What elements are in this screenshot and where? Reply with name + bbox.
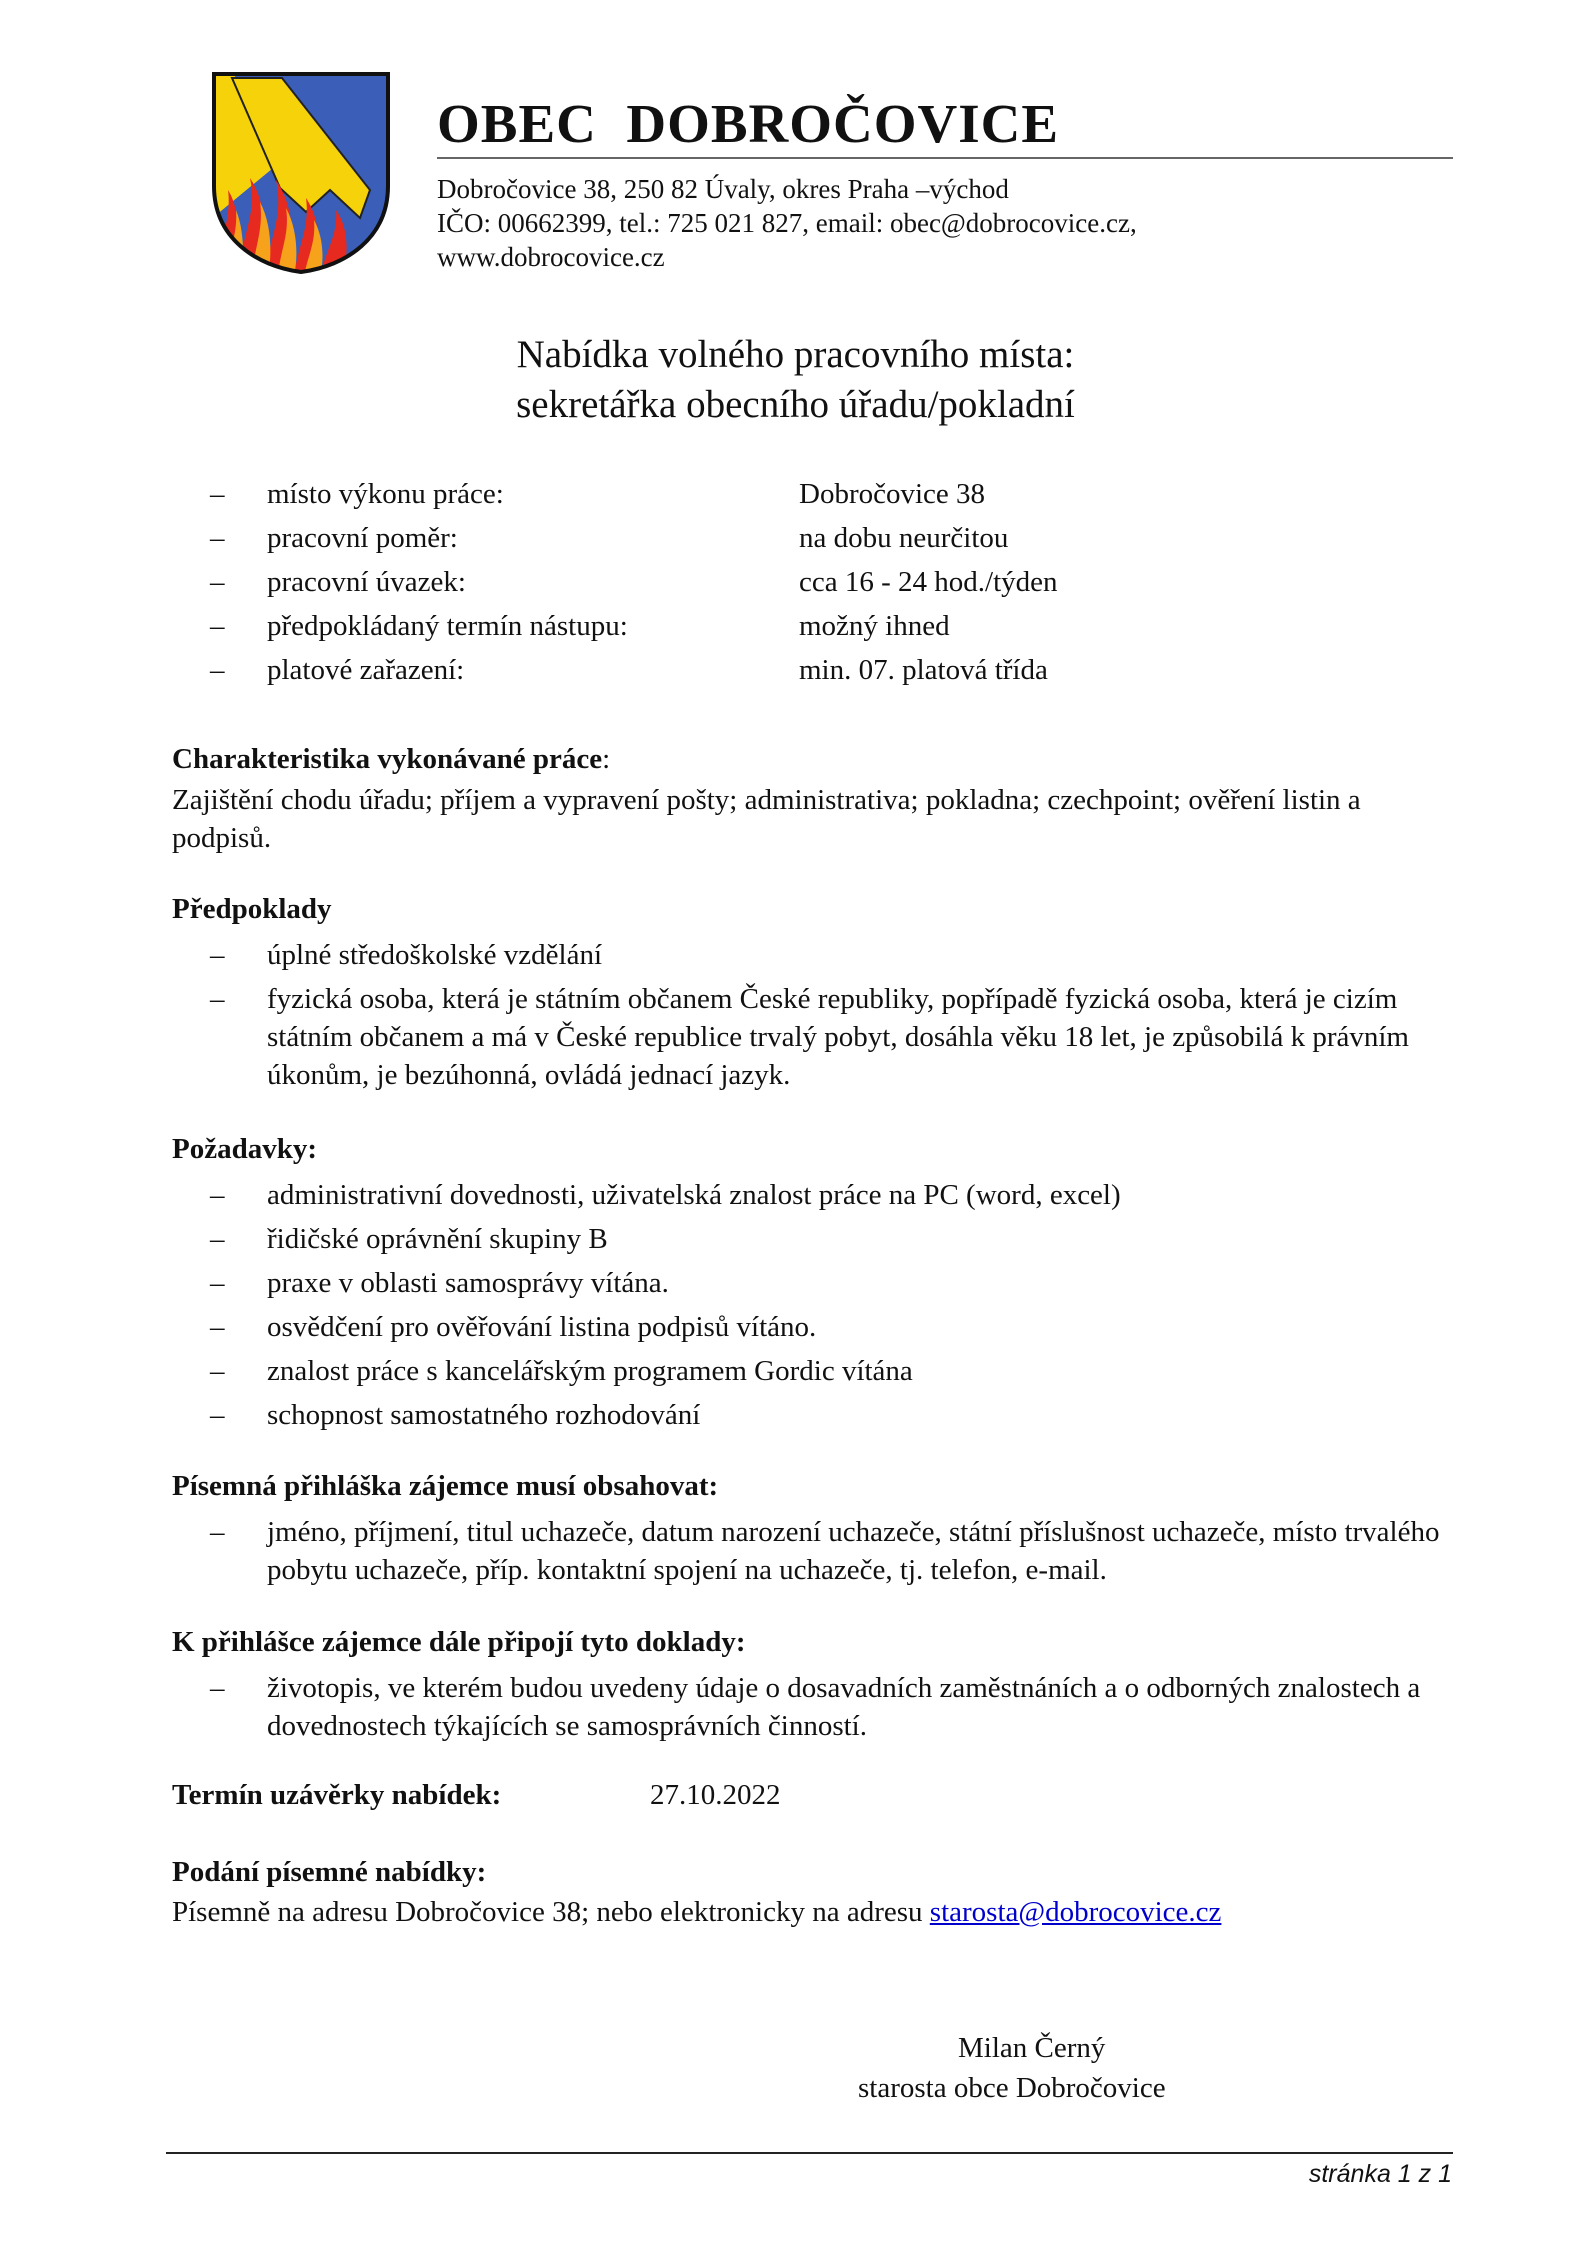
title-line-2: sekretářka obecního úřadu/pokladní <box>516 383 1075 426</box>
submission-text-body: Písemně na adresu Dobročovice 38; nebo elektronicky na adresu <box>172 1896 930 1928</box>
submission-text <box>172 1893 1462 1931</box>
list-item-text: administrativní dovednosti, uživatelská znalost práce na PC (word, excel) <box>267 1179 1121 1211</box>
address-line: Dobročovice 38, 250 82 Úvaly, okres Praha –východ <box>437 174 1009 204</box>
prerequisites-list <box>210 936 1460 1100</box>
list-item <box>210 1396 1460 1434</box>
bullet-dash: – <box>210 1672 225 1704</box>
list-item <box>210 1220 1460 1258</box>
bullet-dash: – <box>210 1311 225 1343</box>
list-item-text: úplné středoškolské vzdělání <box>267 939 603 971</box>
bullet-dash: – <box>210 1267 225 1299</box>
bullet-dash: – <box>210 983 225 1015</box>
list-item <box>210 1264 1460 1302</box>
footer-divider <box>166 2152 1453 2154</box>
contacts-line: IČO: 00662399, tel.: 725 021 827, email: obec@dobrocovice.cz, <box>437 208 1137 238</box>
deadline-value: 27.10.2022 <box>650 1779 781 1811</box>
municipality-name: OBEC DOBROČOVICE <box>437 93 1060 154</box>
bullet-dash: – <box>210 1516 225 1548</box>
list-item <box>210 1308 1460 1346</box>
fact-label: pracovní úvazek: <box>267 566 466 598</box>
fact-label: místo výkonu práce: <box>267 478 504 510</box>
list-item <box>210 936 1460 974</box>
signature-name: Milan Černý <box>958 2032 1106 2064</box>
fact-value: cca 16 - 24 hod./týden <box>799 566 1058 598</box>
website-line: www.dobrocovice.cz <box>437 242 665 272</box>
list-item <box>210 1669 1460 1745</box>
municipal-crest <box>210 70 392 276</box>
list-item <box>210 1513 1460 1589</box>
characteristics-text: Zajištění chodu úřadu; příjem a vypravení pošty; administrativa; pokladna; czechpoint; ověření listin a podpisů. <box>172 784 1361 854</box>
fact-value: na dobu neurčitou <box>799 522 1009 554</box>
bullet-dash: – <box>210 654 225 686</box>
fact-label: předpokládaný termín nástupu: <box>267 610 628 642</box>
fact-label: pracovní poměr: <box>267 522 458 554</box>
bullet-dash: – <box>210 610 225 642</box>
submission-heading: Podání písemné nabídky: <box>172 1856 487 1888</box>
list-item-text: schopnost samostatného rozhodování <box>267 1399 701 1431</box>
fact-value: min. 07. platová třída <box>799 654 1048 686</box>
bullet-dash: – <box>210 1355 225 1387</box>
bullet-dash: – <box>210 478 225 510</box>
bullet-dash: – <box>210 1223 225 1255</box>
list-item-text: jméno, příjmení, titul uchazeče, datum narození uchazeče, státní příslušnost uchazeče, místo trvalého pobytu uchazeče, příp. kontaktní spojení na uchazeče, tj. telefon, e-mail. <box>267 1516 1440 1586</box>
list-item-text: znalost práce s kancelářským programem Gordic vítána <box>267 1355 913 1387</box>
bullet-dash: – <box>210 1179 225 1211</box>
characteristics-heading-colon: : <box>602 743 611 775</box>
bullet-dash: – <box>210 939 225 971</box>
list-item <box>210 1176 1460 1214</box>
application-list <box>210 1513 1460 1595</box>
prerequisites-heading: Předpoklady <box>172 893 332 925</box>
list-item-text: řidičské oprávnění skupiny B <box>267 1223 608 1255</box>
fact-label: platové zařazení: <box>267 654 465 686</box>
contact-block <box>437 172 1137 274</box>
deadline-label: Termín uzávěrky nabídek: <box>172 1779 502 1811</box>
header-divider <box>437 157 1453 159</box>
list-item <box>210 980 1460 1094</box>
document-title <box>0 330 1591 430</box>
application-heading: Písemná přihláška zájemce musí obsahovat: <box>172 1470 719 1502</box>
list-item-text: osvědčení pro ověřování listina podpisů vítáno. <box>267 1311 817 1343</box>
attachments-heading: K přihlášce zájemce dále připojí tyto doklady: <box>172 1626 746 1658</box>
characteristics-heading-text: Charakteristika vykonávané práce <box>172 743 603 775</box>
list-item-text: praxe v oblasti samosprávy vítána. <box>267 1267 669 1299</box>
fact-value: Dobročovice 38 <box>799 478 986 510</box>
title-line-1: Nabídka volného pracovního místa: <box>516 333 1075 376</box>
attachments-list <box>210 1669 1460 1751</box>
bullet-dash: – <box>210 1399 225 1431</box>
list-item-text: fyzická osoba, která je státním občanem České republiky, popřípadě fyzická osoba, která je cizím státním občanem a má v České republice trvalý pobyt, dosáhla věku 18 let, je způsobilá k právním úkonům, je bezúhonná, ovládá jednací jazyk. <box>267 983 1409 1091</box>
list-item-text: životopis, ve kterém budou uvedeny údaje o dosavadních zaměstnáních a o odborných znalostech a dovednostech týkajících se samosprávních činností. <box>267 1672 1421 1742</box>
requirements-list <box>210 1176 1460 1440</box>
list-item <box>210 1352 1460 1390</box>
submission-email-link[interactable]: starosta@dobrocovice.cz <box>929 1896 1222 1928</box>
fact-value: možný ihned <box>799 610 950 642</box>
characteristics-heading <box>172 743 610 776</box>
bullet-dash: – <box>210 566 225 598</box>
requirements-heading: Požadavky: <box>172 1133 317 1165</box>
bullet-dash: – <box>210 522 225 554</box>
signature-role: starosta obce Dobročovice <box>858 2072 1166 2104</box>
page-number: stránka 1 z 1 <box>1308 2160 1452 2188</box>
